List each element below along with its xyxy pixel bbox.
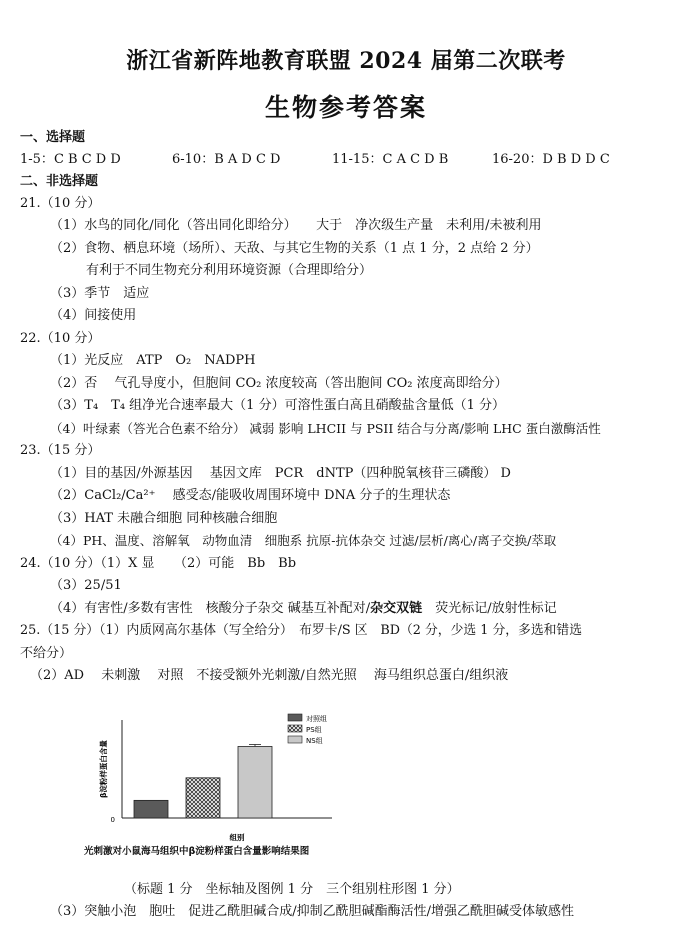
section2-heading: 二、非选择题 (20, 174, 99, 189)
q24-part4: （4）有害性/多数有害性 核酸分子杂交 碱基互补配对/杂交双链 荧光标记/放射性标记 (50, 601, 557, 616)
q22-part2: （2）否 气孔导度小，但胞间 CO₂ 浓度较高（答出胞间 CO₂ 浓度高即给分） (50, 376, 508, 391)
q25-part2: （2）AD 未刺激 对照 不接受额外光刺激/自然光照 海马组织总蛋白/组织液 (30, 668, 509, 683)
q21-part1: （1）水鸟的同化/同化（答出同化即给分） 大于 净次级生产量 未利用/未被利用 (50, 218, 542, 233)
x-axis-label: 组别 (229, 833, 245, 842)
bar-3 (238, 746, 272, 818)
q24-part3: （3）25/51 (50, 578, 122, 593)
legend-swatch-2 (288, 725, 302, 732)
mc-group-2: 6-10：B A D C D (172, 152, 281, 167)
q23-part1: （1）目的基因/外源基因 基因文库 PCR dNTP（四种脱氧核苷三磷酸） D (50, 466, 511, 481)
q25-chart-scoring: （标题 1 分 坐标轴及图例 1 分 三个组别柱形图 1 分） (124, 882, 460, 897)
q24-bold-answer: 杂交双链 (370, 601, 423, 616)
q21-part2-cont: 有利于不同生物充分利用环境资源（合理即给分） (86, 263, 373, 278)
section1-heading: 一、选择题 (20, 130, 86, 145)
q22-part4: （4）叶绿素（答光合色素不给分） 减弱 影响 LHCII 与 PSII 结合与分离/影响 LHC 蛋白激酶活性 (50, 421, 601, 436)
q23-part2: （2）CaCl₂/Ca²⁺ 感受态/能吸收周围环境中 DNA 分子的生理状态 (50, 488, 451, 503)
q25-part3: （3）突触小泡 胞吐 促进乙酰胆碱合成/抑制乙酰胆碱酯酶活性/增强乙酰胆碱受体敏感性 (50, 904, 575, 919)
legend-swatch-3 (288, 736, 302, 743)
q21-part2: （2）食物、栖息环境（场所）、天敌、与其它生物的关系（1 点 1 分，2 点给 2 分） (50, 241, 539, 256)
q24-heading: 24.（10 分）（1）X 显 （2）可能 Bb Bb (20, 556, 297, 571)
q23-part4: （4）PH、温度、溶解氧 动物血清 细胞系 抗原-抗体杂交 过滤/层析/离心/离子交换/萃取 (50, 533, 557, 548)
q23-heading: 23.（15 分） (20, 443, 101, 458)
legend-swatch-1 (288, 714, 302, 721)
mc-answers (20, 152, 121, 168)
q25-cont: 不给分） (20, 646, 73, 661)
q22-part3: （3）T₄ T₄ 组净光合速率最大（1 分）可溶性蛋白高且硝酸盐含量低（1 分） (50, 398, 505, 413)
bar-2 (186, 778, 220, 818)
origin-tick-label: 0 (110, 816, 115, 824)
bar-1 (134, 800, 168, 818)
q21-part3: （3）季节 适应 (50, 286, 150, 301)
y-axis-label: β淀粉样蛋白含量 (99, 740, 108, 798)
answer-title: 生物参考答案 (264, 93, 427, 122)
mc-group-3: 11-15：C A C D B (332, 152, 449, 167)
exam-title: 浙江省新阵地教育联盟 2024 届第二次联考 (126, 48, 566, 74)
chart-title: 光刺激对小鼠海马组织中β淀粉样蛋白含量影响结果图 (84, 846, 310, 857)
q22-heading: 22.（10 分） (20, 331, 101, 346)
q21-part4: （4）间接使用 (50, 308, 137, 323)
mc-group-4: 16-20：D B D D C (492, 152, 610, 167)
legend-label-1: 对照组 (306, 715, 327, 723)
q25-heading: 25.（15 分）（1）内质网高尔基体（写全给分） 布罗卡/S 区 BD（2 分，少选 1 分，多选和错选 (20, 623, 583, 638)
q22-part1: （1）光反应 ATP O₂ NADPH (50, 353, 256, 368)
mc-group-1: 1-5：C B C D D (20, 152, 121, 167)
legend-label-3: NS组 (306, 737, 323, 745)
legend-label-2: PS组 (306, 726, 322, 734)
q21-heading: 21.（10 分） (20, 196, 101, 211)
q23-part3: （3）HAT 未融合细胞 同种核融合细胞 (50, 511, 278, 526)
